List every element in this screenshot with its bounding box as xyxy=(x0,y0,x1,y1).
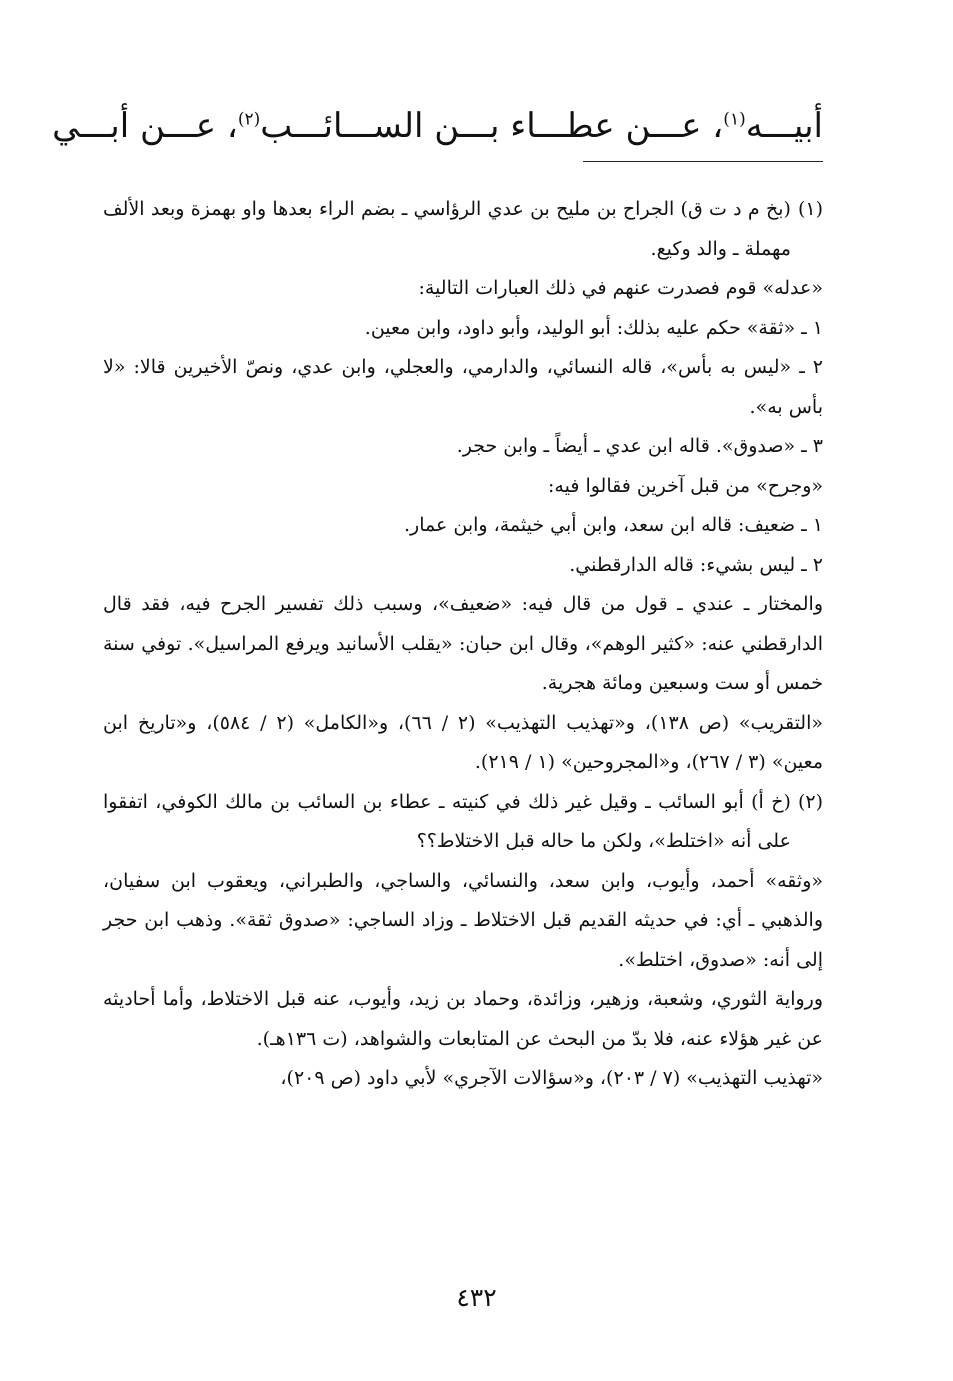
footnote-1-first-paragraph: (بخ م د ت ق) الجراح بن مليح بن عدي الرؤاسي ـ بضم الراء بعدها واو بهمزة وبعد الألف مهملة ـ والد وكيع. xyxy=(103,198,791,260)
footnote-1-line-7: ٢ ـ ليس بشيء: قاله الدارقطني. xyxy=(569,553,823,576)
main-text-word-1: أبيـــه xyxy=(745,106,823,146)
footnote-2-line-1: «وثقه» أحمد، وأيوب، وابن سعد، والنسائي، والساجي، والطبراني، ويعقوب ابن سفيان، والذهبي ـ أي: في حديثه القديم قبل الاختلاط ـ وزاد الساجي: «صدوق ثقة». وذهب ابن حجر إلى أنه: «صدوق، اختلط». xyxy=(103,869,823,971)
footnote-1-line-4: ٣ ـ «صدوق». قاله ابن عدي ـ أيضاً ـ وابن حجر. xyxy=(456,435,823,457)
footnote-1-line-5: «وجرح» من قبل آخرين فقالوا فيه: xyxy=(548,474,823,497)
footnotes xyxy=(103,190,823,1099)
footnote-marker-1: (١) xyxy=(723,109,746,130)
footnote-1-line-3: ٢ ـ «ليس به بأس»، قاله النسائي، والدارمي، والعجلي، وابن عدي، ونصّ الأخيرين قالا: «لا بأس به». xyxy=(103,356,823,418)
main-text-segment-2 xyxy=(237,106,724,146)
main-text-word-2: ، عـــن عطـــاء بـــن الســـائـــب xyxy=(260,106,724,146)
footnote-1-line-6: ١ ـ ضعيف: قاله ابن سعد، وابن أبي خيثمة، وابن عمار. xyxy=(403,514,823,536)
footnote-2-line-2: ورواية الثوري، وشعبة، وزهير، وزائدة، وحماد بن زيد، وأيوب، عنه قبل الاختلاط، وأما أحاديثه عن غير هؤلاء عنه، فلا بدّ من البحث عن المتابعات والشواهد، (ت ١٣٦هـ). xyxy=(103,988,823,1050)
main-text-line xyxy=(52,96,823,156)
footnote-separator xyxy=(583,161,823,162)
footnote-2-first-paragraph: (خ أ) أبو السائب ـ وقيل غير ذلك في كنيته ـ عطاء بن السائب بن مالك الكوفي، اتفقوا على أنه «اختلط»، ولكن ما حاله قبل الاختلاط؟؟ xyxy=(103,790,791,852)
footnote-2-heading xyxy=(103,783,823,862)
footnote-1-line-9: «التقريب» (ص ١٣٨)، و«تهذيب التهذيب» (٢ / ٦٦)، و«الكامل» (٢ / ٥٨٤)، و«تاريخ ابن معين» (٣ / ٢٦٧)، و«المجروحين» (١ / ٢١٩). xyxy=(103,711,823,773)
footnote-1-line-1: «عدله» قوم فصدرت عنهم في ذلك العبارات التالية: xyxy=(418,277,823,299)
page-number: ٤٣٢ xyxy=(456,1283,497,1312)
footnote-marker-2: (٢) xyxy=(237,109,261,130)
footnote-2-line-3: «تهذيب التهذيب» (٧ / ٢٠٣)، و«سؤالات الآجري» لأبي داود (ص ٢٠٩)، xyxy=(280,1067,823,1089)
footnote-1-line-8: والمختار ـ عندي ـ قول من قال فيه: «ضعيف»، وسبب ذلك تفسير الجرح فيه، فقد قال الدارقطني عنه: «كثير الوهم»، وقال ابن حبان: «يقلب الأسانيد ويرفع المراسيل». توفي سنة خمس أو ست وسبعين ومائة هجرية. xyxy=(103,593,823,694)
footnote-2-number: (٢) xyxy=(797,790,823,813)
footnote-1-number: (١) xyxy=(797,198,823,220)
main-text-segment-1 xyxy=(723,106,823,146)
footnote-1-heading xyxy=(103,190,823,269)
main-text-segment-3: ، عـــن أبـــي xyxy=(52,106,238,146)
footnote-1-line-2: ١ ـ «ثقة» حكم عليه بذلك: أبو الوليد، وأبو داود، وابن معين. xyxy=(364,316,823,339)
